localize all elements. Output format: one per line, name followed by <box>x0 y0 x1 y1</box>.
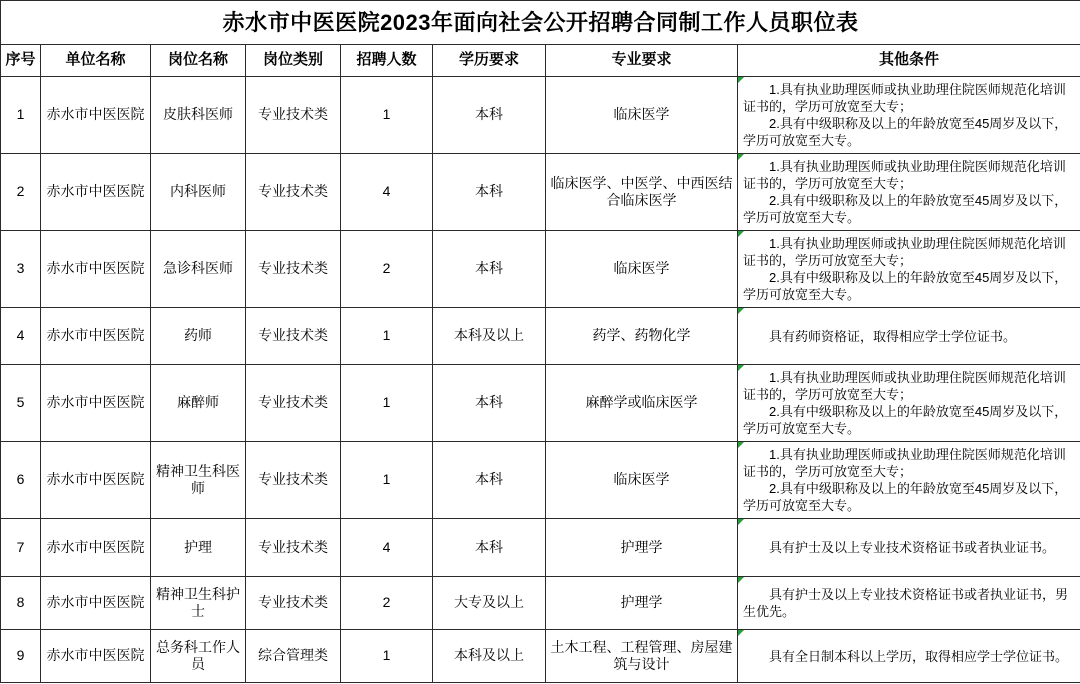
cell-unit-name: 赤水市中医医院 <box>41 577 151 630</box>
other-condition-line: 具有全日制本科以上学历，取得相应学士学位证书。 <box>769 648 1069 664</box>
cell-major-requirement: 护理学 <box>546 577 738 630</box>
cell-other-conditions <box>738 519 1080 577</box>
cell-education-requirement: 本科 <box>433 365 546 442</box>
cell-post-name: 护理 <box>151 519 246 577</box>
cell-other-conditions <box>738 231 1080 308</box>
other-condition-line: 1.具有执业助理医师或执业助理住院医师规范化培训证书的，学历可放宽至大专； <box>743 447 1066 479</box>
cell-education-requirement: 本科 <box>433 519 546 577</box>
cell-post-category: 专业技术类 <box>246 365 341 442</box>
cell-education-requirement: 本科及以上 <box>433 630 546 683</box>
table-row <box>1 154 1080 231</box>
excel-corner-marker <box>738 231 744 237</box>
header-post-name: 岗位名称 <box>151 45 246 77</box>
cell-recruit-count: 1 <box>341 365 433 442</box>
cell-post-name: 药师 <box>151 308 246 365</box>
other-condition-line: 2.具有中级职称及以上的年龄放宽至45周岁及以下，学历可放宽至大专。 <box>743 193 1068 225</box>
cell-post-category: 专业技术类 <box>246 519 341 577</box>
cell-post-category: 专业技术类 <box>246 442 341 519</box>
cell-unit-name: 赤水市中医医院 <box>41 308 151 365</box>
table-row <box>1 231 1080 308</box>
cell-post-name: 精神卫生科医师 <box>151 442 246 519</box>
other-condition-line: 具有护士及以上专业技术资格证书或者执业证书。 <box>769 540 1056 555</box>
other-condition-line: 1.具有执业助理医师或执业助理住院医师规范化培训证书的，学历可放宽至大专； <box>743 236 1066 268</box>
cell-education-requirement: 本科 <box>433 154 546 231</box>
excel-corner-marker <box>738 154 744 160</box>
cell-post-name: 总务科工作人员 <box>151 630 246 683</box>
cell-serial-number: 1 <box>1 77 41 154</box>
excel-corner-marker <box>738 630 744 636</box>
cell-recruit-count: 2 <box>341 231 433 308</box>
cell-other-conditions <box>738 365 1080 442</box>
other-condition-line: 2.具有中级职称及以上的年龄放宽至45周岁及以下，学历可放宽至大专。 <box>743 404 1068 436</box>
table-row <box>1 630 1080 683</box>
other-condition-line: 1.具有执业助理医师或执业助理住院医师规范化培训证书的，学历可放宽至大专； <box>743 370 1066 402</box>
page-title: 赤水市中医医院2023年面向社会公开招聘合同制工作人员职位表 <box>1 1 1080 45</box>
excel-corner-marker <box>738 77 744 83</box>
cell-major-requirement: 麻醉学或临床医学 <box>546 365 738 442</box>
cell-major-requirement: 药学、药物化学 <box>546 308 738 365</box>
cell-post-name: 内科医师 <box>151 154 246 231</box>
cell-post-category: 综合管理类 <box>246 630 341 683</box>
cell-post-category: 专业技术类 <box>246 154 341 231</box>
other-condition-line: 具有药师资格证，取得相应学士学位证书。 <box>769 328 1017 344</box>
cell-other-conditions <box>738 308 1080 365</box>
table-row <box>1 577 1080 630</box>
cell-major-requirement: 临床医学、中医学、中西医结合临床医学 <box>546 154 738 231</box>
other-condition-line: 2.具有中级职称及以上的年龄放宽至45周岁及以下，学历可放宽至大专。 <box>743 116 1068 148</box>
table-body <box>1 77 1080 683</box>
cell-unit-name: 赤水市中医医院 <box>41 365 151 442</box>
cell-serial-number: 5 <box>1 365 41 442</box>
other-condition-line: 2.具有中级职称及以上的年龄放宽至45周岁及以下，学历可放宽至大专。 <box>743 481 1068 513</box>
cell-post-name: 急诊科医师 <box>151 231 246 308</box>
cell-post-name: 精神卫生科护士 <box>151 577 246 630</box>
excel-corner-marker <box>738 519 744 525</box>
other-condition-line: 具有护士及以上专业技术资格证书或者执业证书，男生优先。 <box>743 587 1069 619</box>
cell-major-requirement: 临床医学 <box>546 77 738 154</box>
cell-unit-name: 赤水市中医医院 <box>41 442 151 519</box>
cell-recruit-count: 1 <box>341 77 433 154</box>
table-title-row <box>1 1 1080 45</box>
cell-post-name: 麻醉师 <box>151 365 246 442</box>
header-unit-name: 单位名称 <box>41 45 151 77</box>
cell-education-requirement: 本科 <box>433 77 546 154</box>
table-header-row <box>1 45 1080 77</box>
excel-corner-marker <box>738 577 744 583</box>
cell-other-conditions <box>738 154 1080 231</box>
header-major-requirement: 专业要求 <box>546 45 738 77</box>
cell-education-requirement: 大专及以上 <box>433 577 546 630</box>
cell-recruit-count: 4 <box>341 519 433 577</box>
excel-corner-marker <box>738 442 744 448</box>
cell-serial-number: 7 <box>1 519 41 577</box>
cell-major-requirement: 土木工程、工程管理、房屋建筑与设计 <box>546 630 738 683</box>
cell-recruit-count: 1 <box>341 442 433 519</box>
header-post-category: 岗位类别 <box>246 45 341 77</box>
cell-other-conditions <box>738 630 1080 683</box>
cell-other-conditions <box>738 577 1080 630</box>
cell-unit-name: 赤水市中医医院 <box>41 630 151 683</box>
cell-post-name: 皮肤科医师 <box>151 77 246 154</box>
cell-other-conditions <box>738 77 1080 154</box>
header-other-conditions: 其他条件 <box>738 45 1080 77</box>
table-row <box>1 365 1080 442</box>
header-serial-number: 序号 <box>1 45 41 77</box>
cell-post-category: 专业技术类 <box>246 77 341 154</box>
other-condition-line: 1.具有执业助理医师或执业助理住院医师规范化培训证书的，学历可放宽至大专； <box>743 159 1066 191</box>
cell-serial-number: 9 <box>1 630 41 683</box>
cell-serial-number: 3 <box>1 231 41 308</box>
cell-serial-number: 8 <box>1 577 41 630</box>
cell-serial-number: 2 <box>1 154 41 231</box>
table-row <box>1 519 1080 577</box>
table-row <box>1 308 1080 365</box>
header-recruit-count: 招聘人数 <box>341 45 433 77</box>
cell-education-requirement: 本科 <box>433 442 546 519</box>
cell-recruit-count: 4 <box>341 154 433 231</box>
cell-serial-number: 4 <box>1 308 41 365</box>
cell-post-category: 专业技术类 <box>246 231 341 308</box>
other-condition-line: 1.具有执业助理医师或执业助理住院医师规范化培训证书的，学历可放宽至大专； <box>743 82 1066 114</box>
cell-post-category: 专业技术类 <box>246 308 341 365</box>
cell-major-requirement: 护理学 <box>546 519 738 577</box>
cell-education-requirement: 本科 <box>433 231 546 308</box>
cell-major-requirement: 临床医学 <box>546 442 738 519</box>
table-row <box>1 77 1080 154</box>
cell-other-conditions <box>738 442 1080 519</box>
header-education-requirement: 学历要求 <box>433 45 546 77</box>
other-condition-line: 2.具有中级职称及以上的年龄放宽至45周岁及以下，学历可放宽至大专。 <box>743 270 1068 302</box>
cell-serial-number: 6 <box>1 442 41 519</box>
cell-education-requirement: 本科及以上 <box>433 308 546 365</box>
cell-recruit-count: 2 <box>341 577 433 630</box>
cell-unit-name: 赤水市中医医院 <box>41 519 151 577</box>
excel-corner-marker <box>738 365 744 371</box>
cell-unit-name: 赤水市中医医院 <box>41 231 151 308</box>
table-row <box>1 442 1080 519</box>
cell-recruit-count: 1 <box>341 308 433 365</box>
cell-unit-name: 赤水市中医医院 <box>41 77 151 154</box>
cell-post-category: 专业技术类 <box>246 577 341 630</box>
excel-corner-marker <box>738 308 744 314</box>
cell-major-requirement: 临床医学 <box>546 231 738 308</box>
cell-unit-name: 赤水市中医医院 <box>41 154 151 231</box>
cell-recruit-count: 1 <box>341 630 433 683</box>
